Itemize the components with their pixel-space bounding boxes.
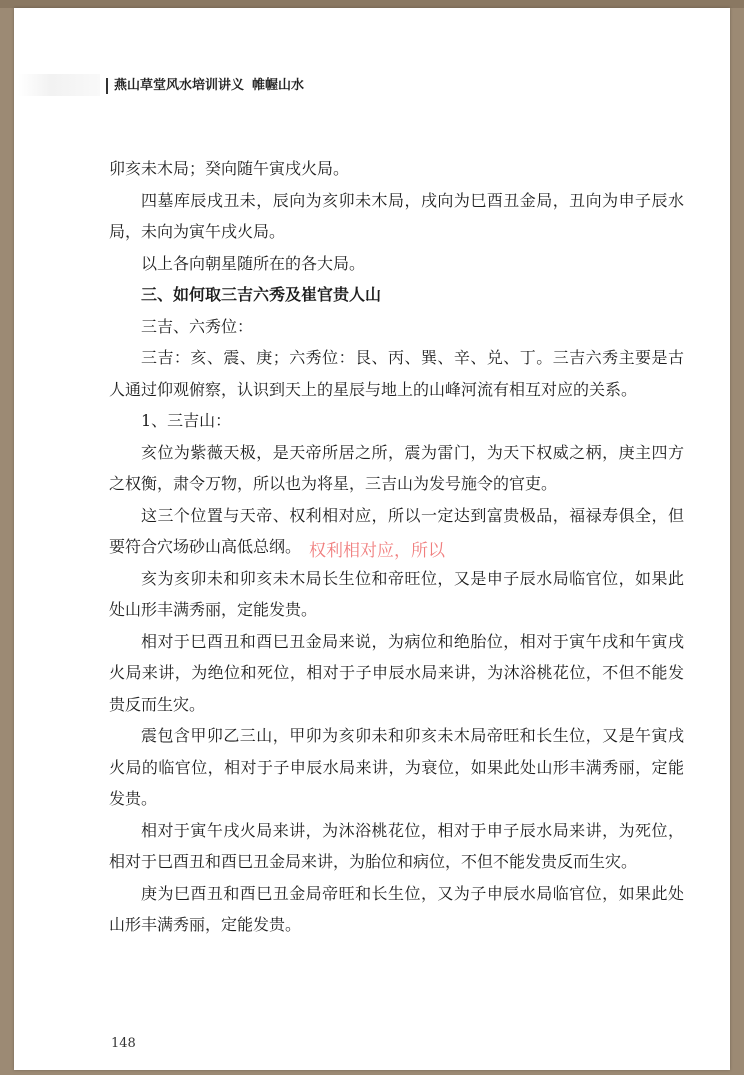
chapter-subtitle: 帷幄山水 xyxy=(252,78,305,93)
paragraph: 相对于巳酉丑和酉巳丑金局来说，为病位和绝胎位，相对于寅午戌和午寅戌火局来讲，为绝位和死位，相对于子申辰水局来讲，为沐浴桃花位，不但不能发贵反而生灾。 xyxy=(109,631,684,714)
paragraph: 相对于寅午戌火局来讲，为沐浴桃花位，相对于申子辰水局来讲，为死位，相对于巳酉丑和酉巳丑金局来讲，为胎位和病位，不但不能发贵反而生灾。 xyxy=(109,820,684,871)
top-band xyxy=(0,0,744,8)
paragraph: 亥位为紫薇天极，是天帝所居之所，震为雷门，为天下权威之柄，庚主四方之权衡，肃令万物，所以也为将星，三吉山为发号施令的官吏。 xyxy=(109,442,684,493)
book-page xyxy=(14,8,730,1070)
paragraph: 1、三吉山： xyxy=(141,411,232,430)
book-title: 燕山草堂风水培训讲义 xyxy=(114,78,245,93)
paragraph: 卯亥未木局；癸向随午寅戌火局。 xyxy=(109,159,350,178)
paragraph: 这三个位置与天帝、权利相对应，所以一定达到富贵极品，福禄寿俱全，但要符合穴场砂山高低总纲。 xyxy=(109,505,684,556)
page-number: 148 xyxy=(111,1036,136,1051)
watermark: 权利相对应，所以 xyxy=(309,541,445,561)
paragraph: 震包含甲卯乙三山，甲卯为亥卯未和卯亥未木局帝旺和长生位，又是午寅戌火局的临官位，相对于子申辰水局来讲，为衰位，如果此处山形丰满秀丽，定能发贵。 xyxy=(109,726,684,808)
paragraph: 三吉、六秀位： xyxy=(141,316,254,336)
paragraph: 三吉：亥、震、庚；六秀位：艮、丙、巽、辛、兑、丁。三吉六秀主要是古人通过仰观俯察，认识到天上的星辰与地上的山峰河流有相互对应的关系。 xyxy=(109,348,684,399)
header-decoration xyxy=(18,74,100,96)
running-header xyxy=(106,78,304,94)
paragraph: 以上各向朝星随所在的各大局。 xyxy=(141,253,366,273)
paragraph: 四墓库辰戌丑未，辰向为亥卯未木局，戌向为巳酉丑金局，丑向为申子辰水局，未向为寅午戌火局。 xyxy=(109,190,684,241)
paragraph: 亥为亥卯未和卯亥未木局长生位和帝旺位，又是申子辰水局临官位，如果此处山形丰满秀丽，定能发贵。 xyxy=(109,568,684,619)
paragraph: 庚为巳酉丑和酉巳丑金局帝旺和长生位，又为子申辰水局临官位，如果此处山形丰满秀丽，定能发贵。 xyxy=(109,883,684,934)
section-heading: 三、如何取三吉六秀及崔官贵人山 xyxy=(141,285,382,304)
